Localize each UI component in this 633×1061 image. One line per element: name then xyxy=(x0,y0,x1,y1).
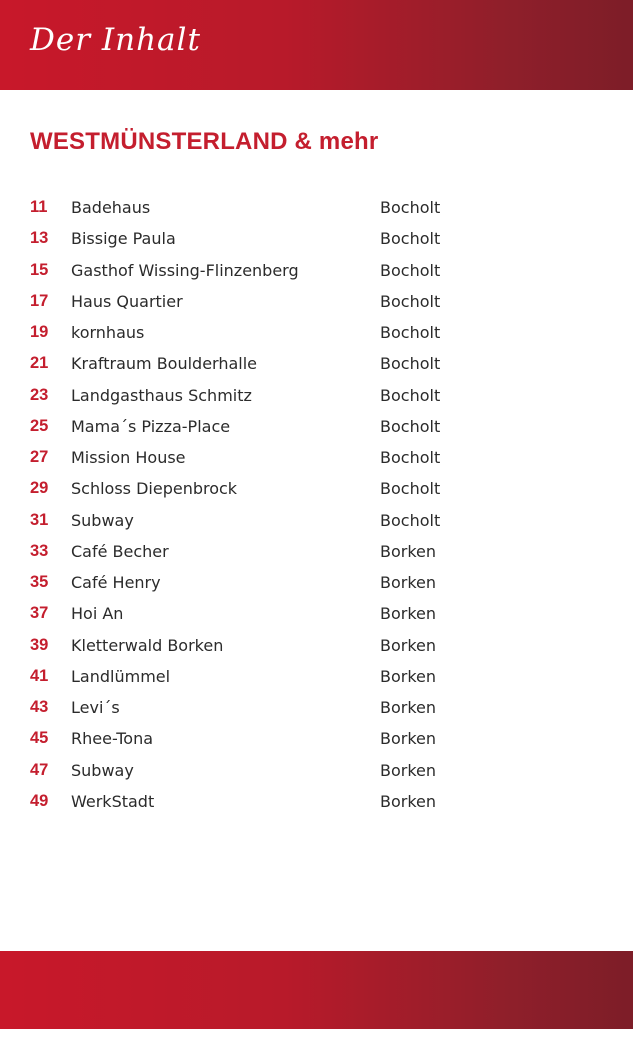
toc-entry[interactable] xyxy=(0,692,633,723)
toc-entry[interactable] xyxy=(0,286,633,317)
toc-entry[interactable] xyxy=(0,255,633,286)
toc-venue-name: Mama´s Pizza-Place xyxy=(71,416,231,436)
toc-city: Bocholt xyxy=(380,229,441,249)
toc-city: Borken xyxy=(380,729,437,749)
toc-page-number: 11 xyxy=(30,198,48,216)
toc-city: Bocholt xyxy=(380,198,441,217)
toc-page-number: 43 xyxy=(30,698,49,716)
toc-entry[interactable] xyxy=(0,755,633,786)
toc-venue-name: Landlümmel xyxy=(71,666,171,686)
toc-page-number: 33 xyxy=(30,541,49,560)
toc-page-number: 37 xyxy=(30,604,49,623)
toc-city: Bocholt xyxy=(380,448,441,467)
toc-city: Bocholt xyxy=(380,416,441,436)
toc-city: Borken xyxy=(380,573,437,592)
toc-city: Bocholt xyxy=(380,510,441,530)
header-band xyxy=(0,0,633,90)
toc-venue-name: Subway xyxy=(71,760,134,780)
toc-entry[interactable] xyxy=(0,348,633,379)
toc-page-number: 31 xyxy=(30,510,49,529)
toc-entry[interactable] xyxy=(0,380,633,411)
toc-city: Borken xyxy=(380,666,437,686)
toc-entry[interactable] xyxy=(0,786,633,817)
toc-entry[interactable] xyxy=(0,661,633,692)
toc-city: Bocholt xyxy=(380,385,441,405)
toc-venue-name: Haus Quartier xyxy=(71,291,183,311)
toc-page-number: 27 xyxy=(30,448,49,466)
toc-venue-name: kornhaus xyxy=(71,323,145,342)
toc-venue-name: WerkStadt xyxy=(71,791,155,811)
page-title: Der Inhalt xyxy=(30,22,201,58)
toc-city: Borken xyxy=(380,698,437,717)
toc-page-number: 39 xyxy=(30,635,49,654)
toc-venue-name: Subway xyxy=(71,510,134,530)
toc-venue-name: Levi´s xyxy=(71,698,120,717)
toc-entry[interactable] xyxy=(0,317,633,348)
toc-entry[interactable] xyxy=(0,723,633,754)
toc-city: Bocholt xyxy=(380,479,441,499)
toc-city: Borken xyxy=(380,791,437,811)
toc-city: Borken xyxy=(380,604,437,624)
toc-venue-name: Hoi An xyxy=(71,604,124,624)
section-title: WESTMÜNSTERLAND & mehr xyxy=(30,128,379,155)
toc-entry[interactable] xyxy=(0,192,633,223)
toc-venue-name: Café Becher xyxy=(71,541,169,561)
toc-entry[interactable] xyxy=(0,630,633,661)
toc-city: Borken xyxy=(380,541,437,561)
toc-page-number: 23 xyxy=(30,385,49,404)
toc-page-number: 25 xyxy=(30,416,49,435)
toc-page-number: 45 xyxy=(30,729,49,748)
toc-city: Bocholt xyxy=(380,260,441,280)
toc-page-number: 41 xyxy=(30,666,49,685)
toc-venue-name: Kraftraum Boulderhalle xyxy=(71,354,258,374)
toc-venue-name: Bissige Paula xyxy=(71,229,176,249)
toc-venue-name: Kletterwald Borken xyxy=(71,635,224,655)
toc-page-number: 47 xyxy=(30,760,49,779)
toc-venue-name: Rhee-Tona xyxy=(71,729,154,749)
toc-entry[interactable] xyxy=(0,442,633,473)
toc-page-number: 35 xyxy=(30,573,49,591)
table-of-contents xyxy=(0,192,633,817)
toc-city: Bocholt xyxy=(380,323,441,342)
toc-entry[interactable] xyxy=(0,223,633,254)
toc-entry[interactable] xyxy=(0,598,633,629)
toc-page-number: 49 xyxy=(30,791,49,810)
toc-entry[interactable] xyxy=(0,473,633,504)
toc-page-number: 15 xyxy=(30,260,49,279)
toc-venue-name: Gasthof Wissing-Flinzenberg xyxy=(71,260,299,280)
toc-page-number: 17 xyxy=(30,291,49,310)
footer-band xyxy=(0,951,633,1029)
toc-page-number: 21 xyxy=(30,354,49,373)
toc-venue-name: Landgasthaus Schmitz xyxy=(71,385,252,405)
toc-city: Borken xyxy=(380,635,437,655)
toc-city: Bocholt xyxy=(380,291,441,311)
toc-city: Borken xyxy=(380,760,437,780)
toc-entry[interactable] xyxy=(0,536,633,567)
toc-page-number: 19 xyxy=(30,323,49,341)
toc-entry[interactable] xyxy=(0,411,633,442)
toc-page-number: 13 xyxy=(30,229,49,248)
toc-page-number: 29 xyxy=(30,479,49,498)
toc-venue-name: Schloss Diepenbrock xyxy=(71,479,238,499)
toc-venue-name: Café Henry xyxy=(71,573,161,592)
toc-entry[interactable] xyxy=(0,505,633,536)
toc-entry[interactable] xyxy=(0,567,633,598)
toc-venue-name: Mission House xyxy=(71,448,186,467)
toc-city: Bocholt xyxy=(380,354,441,374)
toc-venue-name: Badehaus xyxy=(71,198,151,217)
